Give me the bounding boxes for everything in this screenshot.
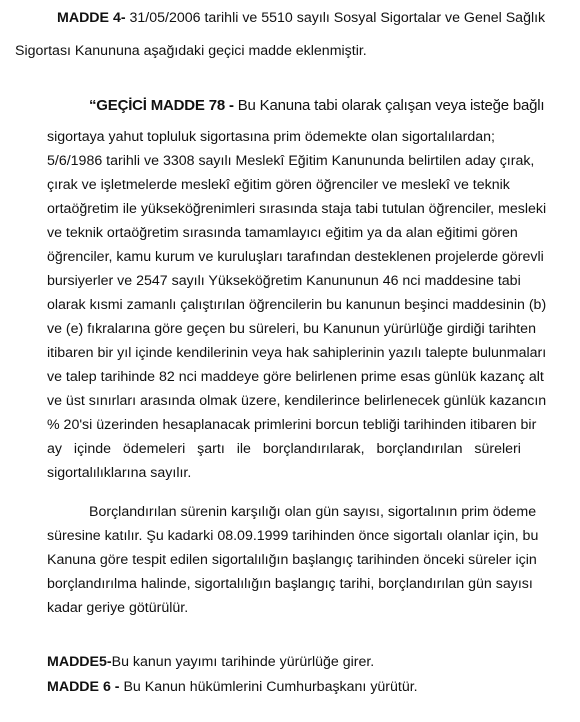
gecici-line: bursiyerler ve 2547 sayılı Yükseköğretim Kanununun 46 nci maddesine tabi [47, 273, 521, 289]
madde6-heading: MADDE 6 - [47, 679, 120, 695]
gecici-madde-text-1: Bu Kanuna tabi olarak çalışan veya isteğe bağlı [233, 97, 545, 114]
gecici-line: öğrenciler, kamu kurum ve kuruluşları tarafından desteklenen projelerde görevli [47, 249, 544, 265]
gecici-line: çırak ve işletmelerde meslekî eğitim gören öğrenciler ve meslekî ve teknik [47, 177, 510, 193]
borc-line: süresine katılır. Şu kadarki 08.09.1999 tarihinden önce sigortalı olanlar için, bu [47, 528, 539, 544]
gecici-line: olarak kısmi zamanlı çalıştırılan öğrencilerin bu kanunun beşinci maddesinin (b) [47, 297, 547, 313]
gecici-line: ortaöğretim ile yükseköğrenimleri sırasında staja tabi tutulan öğrenciler, mesleki [47, 201, 547, 217]
borc-line: kadar geriye götürülür. [47, 600, 189, 616]
borc-line: borçlandırılma halinde, sigortalılığın başlangıç tarihi, borçlandırılan gün sayısı [47, 576, 533, 592]
gecici-line: sigortalılıklarına sayılır. [47, 465, 192, 481]
madde4-line1 [57, 9, 550, 27]
madde5-heading: MADDE5- [47, 654, 112, 670]
madde6-text: Bu Kanun hükümlerini Cumhurbaşkanı yürütür. [119, 679, 418, 695]
gecici-line: ve (e) fıkralarına göre geçen bu süreleri, bu Kanunun yürürlüğe girdiği tarihten [47, 321, 536, 337]
gecici-line: ay içinde ödemeleri şartı ile borçlandırılarak, borçlandırılan süreleri [47, 441, 521, 457]
gecici-line: itibaren bir yıl içinde kendilerinin veya hak sahiplerinin yazılı talepte bulunmaları [47, 345, 547, 361]
madde6-line [47, 678, 580, 696]
madde4-text-1: 31/05/2006 tarihli ve 5510 sayılı Sosyal Sigortalar ve Genel Sağlık [125, 10, 546, 26]
borc-line: Borçlandırılan sürenin karşılığı olan gün sayısı, sigortalının prim ödeme [89, 504, 537, 520]
gecici-line: 5/6/1986 tarihli ve 3308 sayılı Meslekî Eğitim Kanununda belirtilen aday çırak, [47, 153, 535, 169]
gecici-line: sigortaya yahut topluluk sigortasına prim ödemekte olan sigortalılardan; [47, 129, 495, 145]
borc-line: Kanuna göre tespit edilen sigortalılığın başlangıç tarihinden önceki süreler için [47, 552, 537, 568]
madde5-text: Bu kanun yayımı tarihinde yürürlüğe girer. [111, 654, 375, 670]
gecici-madde-heading: “GEÇİCİ MADDE 78 - [89, 97, 234, 114]
gecici-line: ve talep tarihinde 82 nci maddeye göre belirlenen prime esas günlük kazanç alt [47, 369, 544, 385]
gecici-line: ve üst sınırları arasında olmak üzere, kendilerince belirlenecek günlük kazancın [47, 393, 547, 409]
madde4-line2: Sigortası Kanununa aşağıdaki geçici madde eklenmiştir. [15, 43, 367, 59]
madde4-heading: MADDE 4- [57, 10, 126, 26]
madde5-line [47, 653, 580, 671]
gecici-madde-line1 [89, 97, 550, 115]
gecici-line: ve teknik ortaöğretim sırasında tamamlayıcı eğitim ya da alan eğitimi gören [47, 225, 518, 241]
gecici-line: % 20'si üzerinden hesaplanacak primlerini borcun tebliği tarihinden itibaren bir [47, 417, 537, 433]
